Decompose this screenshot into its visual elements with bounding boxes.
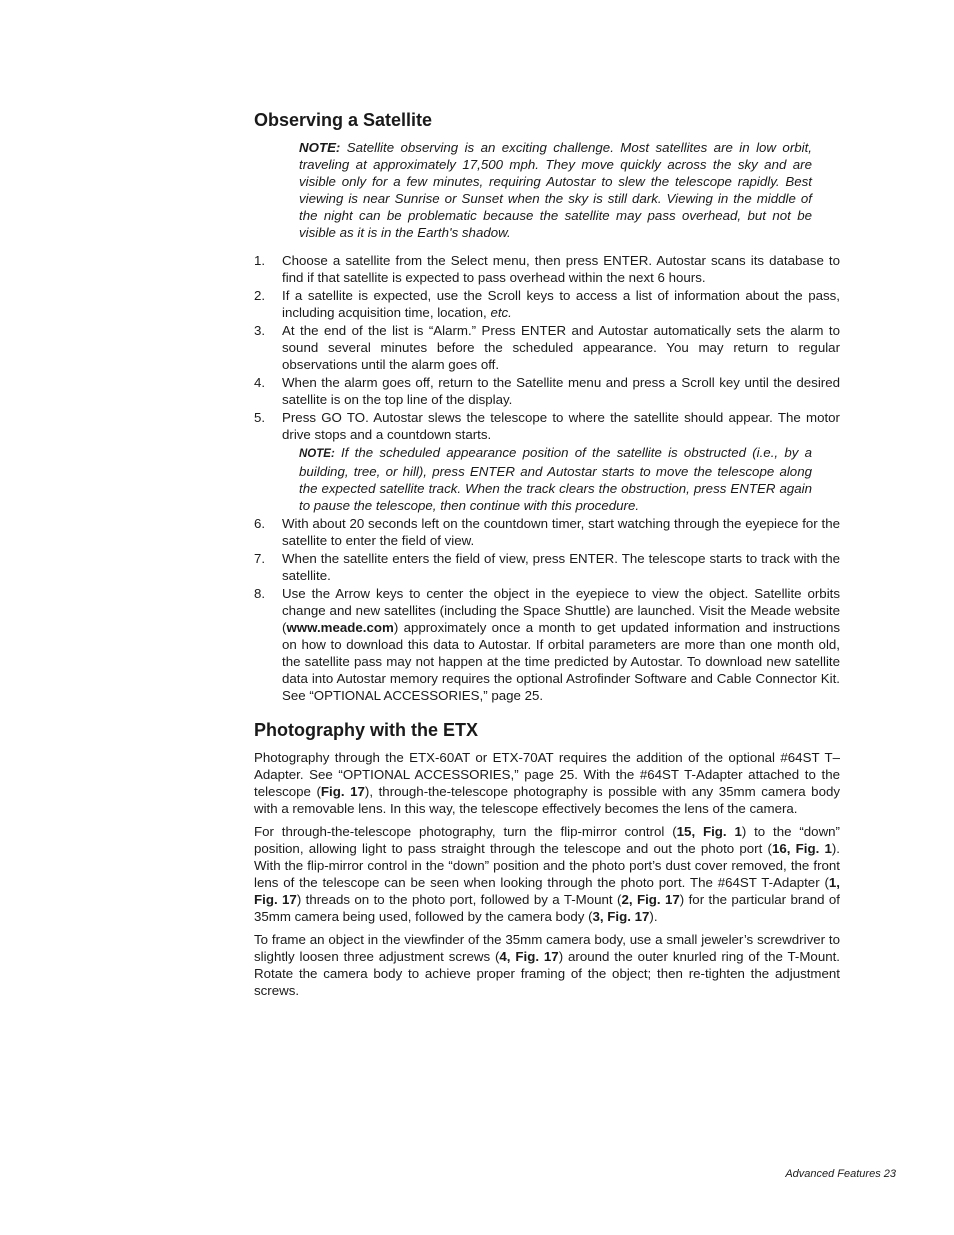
document-page <box>254 108 840 1005</box>
note-text: Satellite observing is an exciting challenge. Most satellites are in low orbit, traveling at approximately 17,500 mph. They move quickly across the sky and are visible only for a few minutes, requiring Autostar to slew the telescope rapidly. Best viewing is near Sunrise or Sunset when the sky is still dark. Viewing in the middle of the night can be problematic because the satellite may pass overhead, but not be visible as it is in the Earth's shadow. <box>299 140 812 240</box>
list-item: 3. At the end of the list is “Alarm.” Press ENTER and Autostar automatically sets the alarm to sound several minutes before the scheduled appearance. You may return to regular observations until the alarm goes off. <box>254 323 840 372</box>
satellite-note <box>299 139 812 241</box>
meade-website-link: www.meade.com <box>286 620 394 635</box>
list-item: 7. When the satellite enters the field of view, press ENTER. The telescope starts to track with the satellite. <box>254 551 840 583</box>
paragraph: For through-the-telescope photography, turn the flip-mirror control (15, Fig. 1) to the “down” position, allowing light to pass straight through the telescope and out the photo port (16, Fig. 1). With the flip-mirror control in the “down” position and the photo port’s dust cover removed, the front lens of the telescope can be seen when looking through the photo port. The #64ST T-Adapter (1, Fig. 17) threads on to the photo port, followed by a T-Mount (2, Fig. 17) for the particular brand of 35mm camera being used, followed by the camera body (3, Fig. 17). <box>254 824 840 924</box>
list-item: 5. Press GO TO. Autostar slews the telescope to where the satellite should appear. The motor drive stops and a countdown starts. NOTE: If the scheduled appearance position of the satellite is obstructed (i.e., by a building, tree, or hill), press ENTER and Autostar starts to move the telescope along the expected satellite track. When the track clears the obstruction, press ENTER again to pause the telescope, then continue with this procedure. <box>254 410 840 513</box>
section-title-photography: Photography with the ETX <box>254 720 478 740</box>
list-item: 6. With about 20 seconds left on the countdown timer, start watching through the eyepiece for the satellite to enter the field of view. <box>254 516 840 548</box>
paragraph: To frame an object in the viewfinder of the 35mm camera body, use a small jeweler’s screwdriver to slightly loosen three adjustment screws (4, Fig. 17) around the outer knurled ring of the T-Mount. Rotate the camera body to achieve proper framing of the object; then re-tighten the adjustment screws. <box>254 932 840 998</box>
list-item: 1. Choose a satellite from the Select menu, then press ENTER. Autostar scans its database to find if that satellite is expected to pass overhead within the next 6 hours. <box>254 253 840 285</box>
section-title-satellite: Observing a Satellite <box>254 110 433 130</box>
page-footer: Advanced Features 23 <box>785 1168 896 1180</box>
list-item: 8. Use the Arrow keys to center the object in the eyepiece to view the object. Satellite orbits change and new satellites (including the Space Shuttle) are launched. Visit the Meade website (www.meade.com) approximately once a month to get updated information and instructions on how to download this data to Autostar. If orbital parameters are more than one month old, the satellite pass may not happen at the time predicted by Autostar. To download new satellite data into Autostar memory requires the optional Astrofinder Software and Cable Connector Kit. See “OPTIONAL ACCESSORIES,” page 25. <box>254 586 840 703</box>
paragraph: Photography through the ETX-60AT or ETX-70AT requires the addition of the optional #64ST T–Adapter. See “OPTIONAL ACCESSORIES,” page 25. With the #64ST T-Adapter attached to the telescope (Fig. 17), through-the-telescope photography is possible with any 35mm camera body with a removable lens. In this way, the telescope effectively becomes the lens of the camera. <box>254 750 841 816</box>
list-item: 4. When the alarm goes off, return to the Satellite menu and press a Scroll key until the desired satellite is on the top line of the display. <box>254 375 840 407</box>
satellite-steps <box>254 252 840 704</box>
note-lead: NOTE: <box>299 140 341 155</box>
list-item: 2. If a satellite is expected, use the Scroll keys to access a list of information about the pass, including acquisition time, location, etc. <box>254 288 840 320</box>
step-note: NOTE: If the scheduled appearance position of the satellite is obstructed (i.e., by a building, tree, or hill), press ENTER and Autostar starts to move the telescope along the expected satellite track. When the track clears the obstruction, press ENTER again to pause the telescope, then continue with this procedure. <box>299 445 812 513</box>
